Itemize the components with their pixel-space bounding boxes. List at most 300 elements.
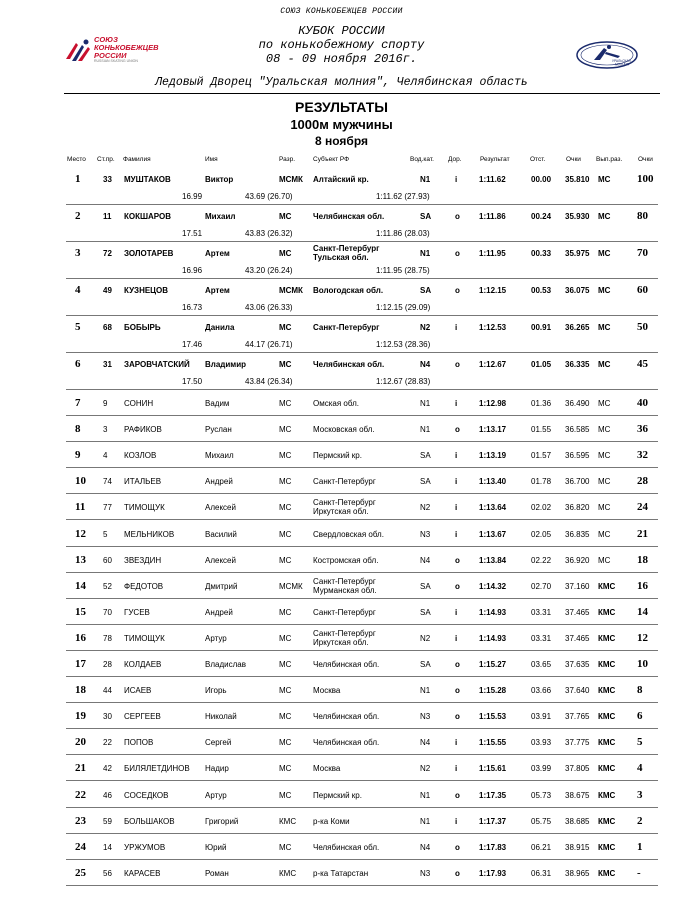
score: 37.465 <box>565 607 590 617</box>
table-row <box>0 782 683 808</box>
surname: ГУСЕВ <box>124 607 150 617</box>
logo-left-text: СОЮЗ КОНЬКОБЕЖЦЕВ РОССИИ <box>94 35 159 60</box>
category: N4 <box>420 738 431 748</box>
result: 1:15.61 <box>479 764 507 774</box>
score: 38.915 <box>565 842 590 852</box>
region: Санкт-Петербург <box>313 244 380 253</box>
rank: МС <box>279 764 292 774</box>
region: Омская обл. <box>313 399 359 408</box>
place: 17 <box>75 658 86 670</box>
region: Москва <box>313 764 341 774</box>
category: N1 <box>420 175 431 184</box>
rank: МС <box>279 842 292 852</box>
start-number: 28 <box>103 660 112 669</box>
points: 6 <box>637 710 643 723</box>
region: Иркутская обл. <box>313 507 369 517</box>
region: Иркутская обл. <box>313 637 369 647</box>
first-name: Виктор <box>205 175 234 184</box>
score: 37.635 <box>565 660 590 669</box>
surname: БИЛЯЛЕТДИНОВ <box>124 764 190 774</box>
table-row <box>0 242 683 279</box>
points: 1 <box>637 840 643 853</box>
place: 25 <box>75 866 86 879</box>
col-start: Ст.пр. <box>97 156 115 163</box>
surname: КАРАСЕВ <box>124 868 161 878</box>
qualification: КМС <box>598 712 616 722</box>
score: 36.820 <box>565 503 590 513</box>
split-200: 16.96 <box>182 266 203 275</box>
col-place: Место <box>67 156 86 163</box>
start-number: 42 <box>103 764 112 774</box>
result: 1:13.17 <box>479 425 507 435</box>
category: N1 <box>420 790 431 800</box>
qualification: МС <box>598 175 611 184</box>
category: N2 <box>420 503 431 513</box>
lane: i <box>455 503 458 513</box>
region: Москва <box>313 686 341 696</box>
lane: o <box>455 868 460 878</box>
split-1000: 1:12.67 (28.83) <box>376 377 431 386</box>
result: 1:15.53 <box>479 712 507 722</box>
rank: МСМК <box>279 175 303 184</box>
col-category: Вод.кат. <box>410 156 434 163</box>
points: 36 <box>637 423 648 436</box>
category: N4 <box>420 555 431 565</box>
gap: 02.22 <box>531 555 552 565</box>
surname: СЕРГЕЕВ <box>124 712 161 722</box>
qualification: МС <box>598 555 611 565</box>
score: 36.595 <box>565 451 590 461</box>
start-number: 33 <box>103 175 112 184</box>
lane: i <box>455 738 458 748</box>
score: 38.675 <box>565 790 590 800</box>
place: 11 <box>75 501 86 514</box>
start-number: 59 <box>103 816 112 826</box>
ural-lightning-logo-icon <box>576 40 638 70</box>
first-name: Андрей <box>205 477 233 487</box>
gap: 01.78 <box>531 477 552 487</box>
result: 1:12.67 <box>479 360 507 369</box>
gap: 02.70 <box>531 581 552 591</box>
split-600: 43.06 (26.33) <box>245 303 293 312</box>
region: Санкт-Петербург <box>313 477 376 487</box>
place: 20 <box>75 736 86 749</box>
place: 6 <box>75 358 81 370</box>
category: SA <box>420 477 431 487</box>
table-row <box>0 416 683 442</box>
qualification: МС <box>598 477 611 487</box>
start-number: 31 <box>103 360 112 369</box>
result: 1:14.93 <box>479 607 507 617</box>
category: SA <box>420 212 432 221</box>
col-name: Имя <box>205 156 218 163</box>
lane: o <box>455 212 460 221</box>
category: N1 <box>420 399 431 408</box>
lane: o <box>455 712 460 722</box>
score: 36.075 <box>565 286 590 295</box>
region: р-ка Татарстан <box>313 868 369 878</box>
rank: МС <box>279 555 292 565</box>
lane: i <box>455 607 458 617</box>
surname: ЗОЛОТАРЕВ <box>124 249 174 258</box>
lane: i <box>455 816 458 826</box>
result: 1:11.62 <box>479 175 506 184</box>
rank: МС <box>279 790 292 800</box>
start-number: 72 <box>103 249 112 258</box>
rank: МС <box>279 633 292 643</box>
qualification: КМС <box>598 764 616 774</box>
first-name: Алексей <box>205 503 236 513</box>
start-number: 56 <box>103 868 112 878</box>
start-number: 30 <box>103 712 112 722</box>
place: 14 <box>75 579 86 592</box>
results-title: РЕЗУЛЬТАТЫ <box>295 99 388 115</box>
first-name: Андрей <box>205 607 233 617</box>
points: 24 <box>637 501 648 514</box>
points: - <box>637 866 641 879</box>
region: Челябинская обл. <box>313 738 380 748</box>
surname: МУШТАКОВ <box>124 175 171 184</box>
result: 1:12.15 <box>479 286 507 295</box>
col-surname: Фамилия <box>123 156 151 163</box>
region: Мурманская обл. <box>313 585 377 595</box>
lane: i <box>455 175 458 184</box>
category: N2 <box>420 323 431 332</box>
lane: o <box>455 790 460 800</box>
place: 3 <box>75 247 81 259</box>
table-row <box>0 442 683 468</box>
qualification: МС <box>598 399 611 408</box>
start-number: 14 <box>103 842 112 852</box>
start-number: 4 <box>103 451 108 461</box>
table-row <box>0 729 683 755</box>
first-name: Игорь <box>205 686 227 696</box>
points: 50 <box>637 321 648 333</box>
first-name: Дмитрий <box>205 581 238 591</box>
gap: 00.91 <box>531 323 552 332</box>
table-row <box>0 279 683 316</box>
first-name: Михаил <box>205 212 236 221</box>
gap: 02.05 <box>531 529 552 539</box>
qualification: МС <box>598 323 611 332</box>
score: 37.640 <box>565 686 590 696</box>
col-region: Субъект РФ <box>313 156 350 163</box>
surname: ЗАРОВЧАТСКИЙ <box>124 360 190 369</box>
qualification: КМС <box>598 686 616 696</box>
result: 1:12.53 <box>479 323 507 332</box>
rank: МС <box>279 399 292 408</box>
table-row <box>0 808 683 834</box>
start-number: 5 <box>103 529 108 539</box>
points: 100 <box>637 173 654 185</box>
gap: 00.33 <box>531 249 552 258</box>
points: 8 <box>637 684 643 697</box>
split-1000: 1:12.15 (29.09) <box>376 303 431 312</box>
score: 35.930 <box>565 212 590 221</box>
result: 1:17.35 <box>479 790 507 800</box>
score: 36.920 <box>565 555 590 565</box>
first-name: Владимир <box>205 360 247 369</box>
first-name: Надир <box>205 764 229 774</box>
svg-text:МОЛНИЯ: МОЛНИЯ <box>615 62 630 67</box>
region: Санкт-Петербург <box>313 628 376 638</box>
lane: o <box>455 581 460 591</box>
start-number: 22 <box>103 738 112 748</box>
first-name: Михаил <box>205 451 234 461</box>
start-number: 52 <box>103 581 112 591</box>
table-row <box>0 755 683 781</box>
qualification: КМС <box>598 581 616 591</box>
result: 1:13.40 <box>479 477 507 487</box>
start-number: 78 <box>103 633 112 643</box>
rank: МС <box>279 451 292 461</box>
category: SA <box>420 660 431 669</box>
category: SA <box>420 581 431 591</box>
score: 38.965 <box>565 868 590 878</box>
place: 16 <box>75 631 86 644</box>
category: N2 <box>420 633 431 643</box>
split-1000: 1:11.95 (28.75) <box>376 266 430 275</box>
first-name: Алексей <box>205 555 236 565</box>
result: 1:17.37 <box>479 816 507 826</box>
rank: МС <box>279 425 292 435</box>
score: 35.975 <box>565 249 590 258</box>
points: 18 <box>637 553 648 566</box>
points: 70 <box>637 247 648 259</box>
start-number: 77 <box>103 503 112 513</box>
region: Санкт-Петербург <box>313 498 376 508</box>
rank: КМС <box>279 868 297 878</box>
col-done: Вып.раз. <box>596 156 623 163</box>
gap: 03.66 <box>531 686 552 696</box>
gap: 01.05 <box>531 360 552 369</box>
gap: 06.21 <box>531 842 552 852</box>
start-number: 68 <box>103 323 112 332</box>
lane: o <box>455 425 460 435</box>
place: 15 <box>75 605 86 618</box>
first-name: Артур <box>205 633 227 643</box>
region: Алтайский кр. <box>313 175 369 184</box>
lane: o <box>455 360 460 369</box>
category: SA <box>420 607 431 617</box>
category: N1 <box>420 425 431 435</box>
gap: 05.73 <box>531 790 552 800</box>
surname: ТИМОЩУК <box>124 503 165 513</box>
table-row <box>0 599 683 625</box>
col-gap: Отст. <box>530 156 546 163</box>
rank: МС <box>279 738 292 748</box>
result: 1:17.93 <box>479 868 507 878</box>
surname: КОКШАРОВ <box>124 212 172 221</box>
lane: o <box>455 660 460 669</box>
lane: i <box>455 451 458 461</box>
rank: МС <box>279 212 292 221</box>
qualification: КМС <box>598 790 616 800</box>
gap: 01.57 <box>531 451 552 461</box>
category: N3 <box>420 529 431 539</box>
split-600: 43.69 (26.70) <box>245 192 293 201</box>
surname: ПОПОВ <box>124 738 154 748</box>
rank: МС <box>279 503 292 513</box>
start-number: 70 <box>103 607 112 617</box>
score: 36.265 <box>565 323 590 332</box>
region: Свердловская обл. <box>313 529 384 539</box>
region: Костромская обл. <box>313 555 379 565</box>
place: 9 <box>75 449 81 462</box>
gap: 03.93 <box>531 738 552 748</box>
category: SA <box>420 286 432 295</box>
col-rank: Разр. <box>279 156 296 163</box>
points: 16 <box>637 579 648 592</box>
rank: МС <box>279 477 292 487</box>
qualification: МС <box>598 286 611 295</box>
rank: МС <box>279 249 292 258</box>
surname: ФЕДОТОВ <box>124 581 164 591</box>
split-1000: 1:11.62 (27.93) <box>376 192 430 201</box>
result: 1:13.19 <box>479 451 507 461</box>
first-name: Данила <box>205 323 235 332</box>
first-name: Артем <box>205 249 230 258</box>
points: 12 <box>637 631 648 644</box>
split-200: 16.73 <box>182 303 203 312</box>
table-row <box>0 651 683 677</box>
result: 1:15.27 <box>479 660 507 669</box>
result: 1:11.86 <box>479 212 506 221</box>
first-name: Григорий <box>205 816 239 826</box>
region: Пермский кр. <box>313 790 362 800</box>
table-row <box>0 316 683 353</box>
gap: 03.99 <box>531 764 552 774</box>
score: 37.775 <box>565 738 590 748</box>
split-600: 43.20 (26.24) <box>245 266 293 275</box>
surname: КУЗНЕЦОВ <box>124 286 169 295</box>
svg-text:УРАЛЬСКАЯ: УРАЛЬСКАЯ <box>612 59 631 63</box>
place: 8 <box>75 423 81 436</box>
table-row <box>0 353 683 390</box>
surname: БОБЫРЬ <box>124 323 161 332</box>
qualification: КМС <box>598 816 616 826</box>
score: 37.160 <box>565 581 590 591</box>
split-200: 17.46 <box>182 340 203 349</box>
rank: МС <box>279 686 292 696</box>
table-row <box>0 494 683 520</box>
col-result: Результат <box>480 156 510 163</box>
gap: 05.75 <box>531 816 552 826</box>
rank: МС <box>279 660 292 669</box>
region: Челябинская обл. <box>313 712 380 722</box>
score: 37.805 <box>565 764 590 774</box>
score: 36.585 <box>565 425 590 435</box>
split-200: 17.50 <box>182 377 203 386</box>
gap: 03.91 <box>531 712 552 722</box>
points: 14 <box>637 605 648 618</box>
place: 2 <box>75 210 81 222</box>
surname: ЗВЕЗДИН <box>124 555 162 565</box>
table-row <box>0 521 683 547</box>
place: 22 <box>75 788 86 801</box>
start-number: 74 <box>103 477 112 487</box>
points: 32 <box>637 449 648 462</box>
rank: МС <box>279 360 292 369</box>
first-name: Николай <box>205 712 237 722</box>
place: 21 <box>75 762 86 775</box>
qualification: КМС <box>598 868 616 878</box>
gap: 01.36 <box>531 399 552 408</box>
gap: 03.31 <box>531 633 552 643</box>
start-number: 46 <box>103 790 112 800</box>
split-1000: 1:11.86 (28.03) <box>376 229 430 238</box>
lane: i <box>455 764 458 774</box>
sport-title: по конькобежному спорту <box>258 38 425 52</box>
col-score: Очки <box>566 156 581 163</box>
category: N1 <box>420 686 431 696</box>
surname: ИСАЕВ <box>124 686 152 696</box>
category: SA <box>420 451 431 461</box>
table-row <box>0 703 683 729</box>
points: 60 <box>637 284 648 296</box>
result: 1:13.67 <box>479 529 507 539</box>
region: Пермский кр. <box>313 451 362 461</box>
start-number: 44 <box>103 686 112 696</box>
region: Московская обл. <box>313 425 375 435</box>
header-divider <box>64 93 660 94</box>
region: Санкт-Петербург <box>313 607 376 617</box>
category: N4 <box>420 360 431 369</box>
logo-left-subtitle: RUSSIAN SKATING UNION <box>94 59 138 63</box>
event-date: 8 ноября <box>314 134 368 148</box>
surname: УРЖУМОВ <box>124 842 166 852</box>
start-number: 49 <box>103 286 112 295</box>
score: 36.835 <box>565 529 590 539</box>
table-row <box>0 547 683 573</box>
table-row <box>0 860 683 886</box>
lane: i <box>455 399 458 408</box>
result: 1:15.28 <box>479 686 507 696</box>
first-name: Вадим <box>205 399 230 408</box>
gap: 02.02 <box>531 503 552 513</box>
split-600: 43.83 (26.32) <box>245 229 293 238</box>
category: N2 <box>420 764 431 774</box>
col-points: Очки <box>638 156 653 163</box>
qualification: КМС <box>598 842 616 852</box>
lane: o <box>455 842 460 852</box>
lane: o <box>455 286 460 295</box>
split-600: 44.17 (26.71) <box>245 340 293 349</box>
points: 28 <box>637 475 648 488</box>
column-headers <box>0 156 683 168</box>
table-row <box>0 573 683 599</box>
first-name: Артур <box>205 790 227 800</box>
result: 1:11.95 <box>479 249 506 258</box>
points: 3 <box>637 788 643 801</box>
category: N1 <box>420 816 431 826</box>
gap: 03.31 <box>531 607 552 617</box>
qualification: КМС <box>598 660 616 669</box>
place: 23 <box>75 814 86 827</box>
table-row <box>0 625 683 651</box>
qualification: МС <box>598 503 611 513</box>
lane: i <box>455 323 458 332</box>
place: 10 <box>75 475 86 488</box>
start-number: 9 <box>103 399 108 408</box>
rank: МС <box>279 323 292 332</box>
score: 36.335 <box>565 360 590 369</box>
score: 36.490 <box>565 399 590 408</box>
table-row <box>0 168 683 205</box>
split-1000: 1:12.53 (28.36) <box>376 340 431 349</box>
qualification: МС <box>598 451 611 461</box>
place: 5 <box>75 321 81 333</box>
